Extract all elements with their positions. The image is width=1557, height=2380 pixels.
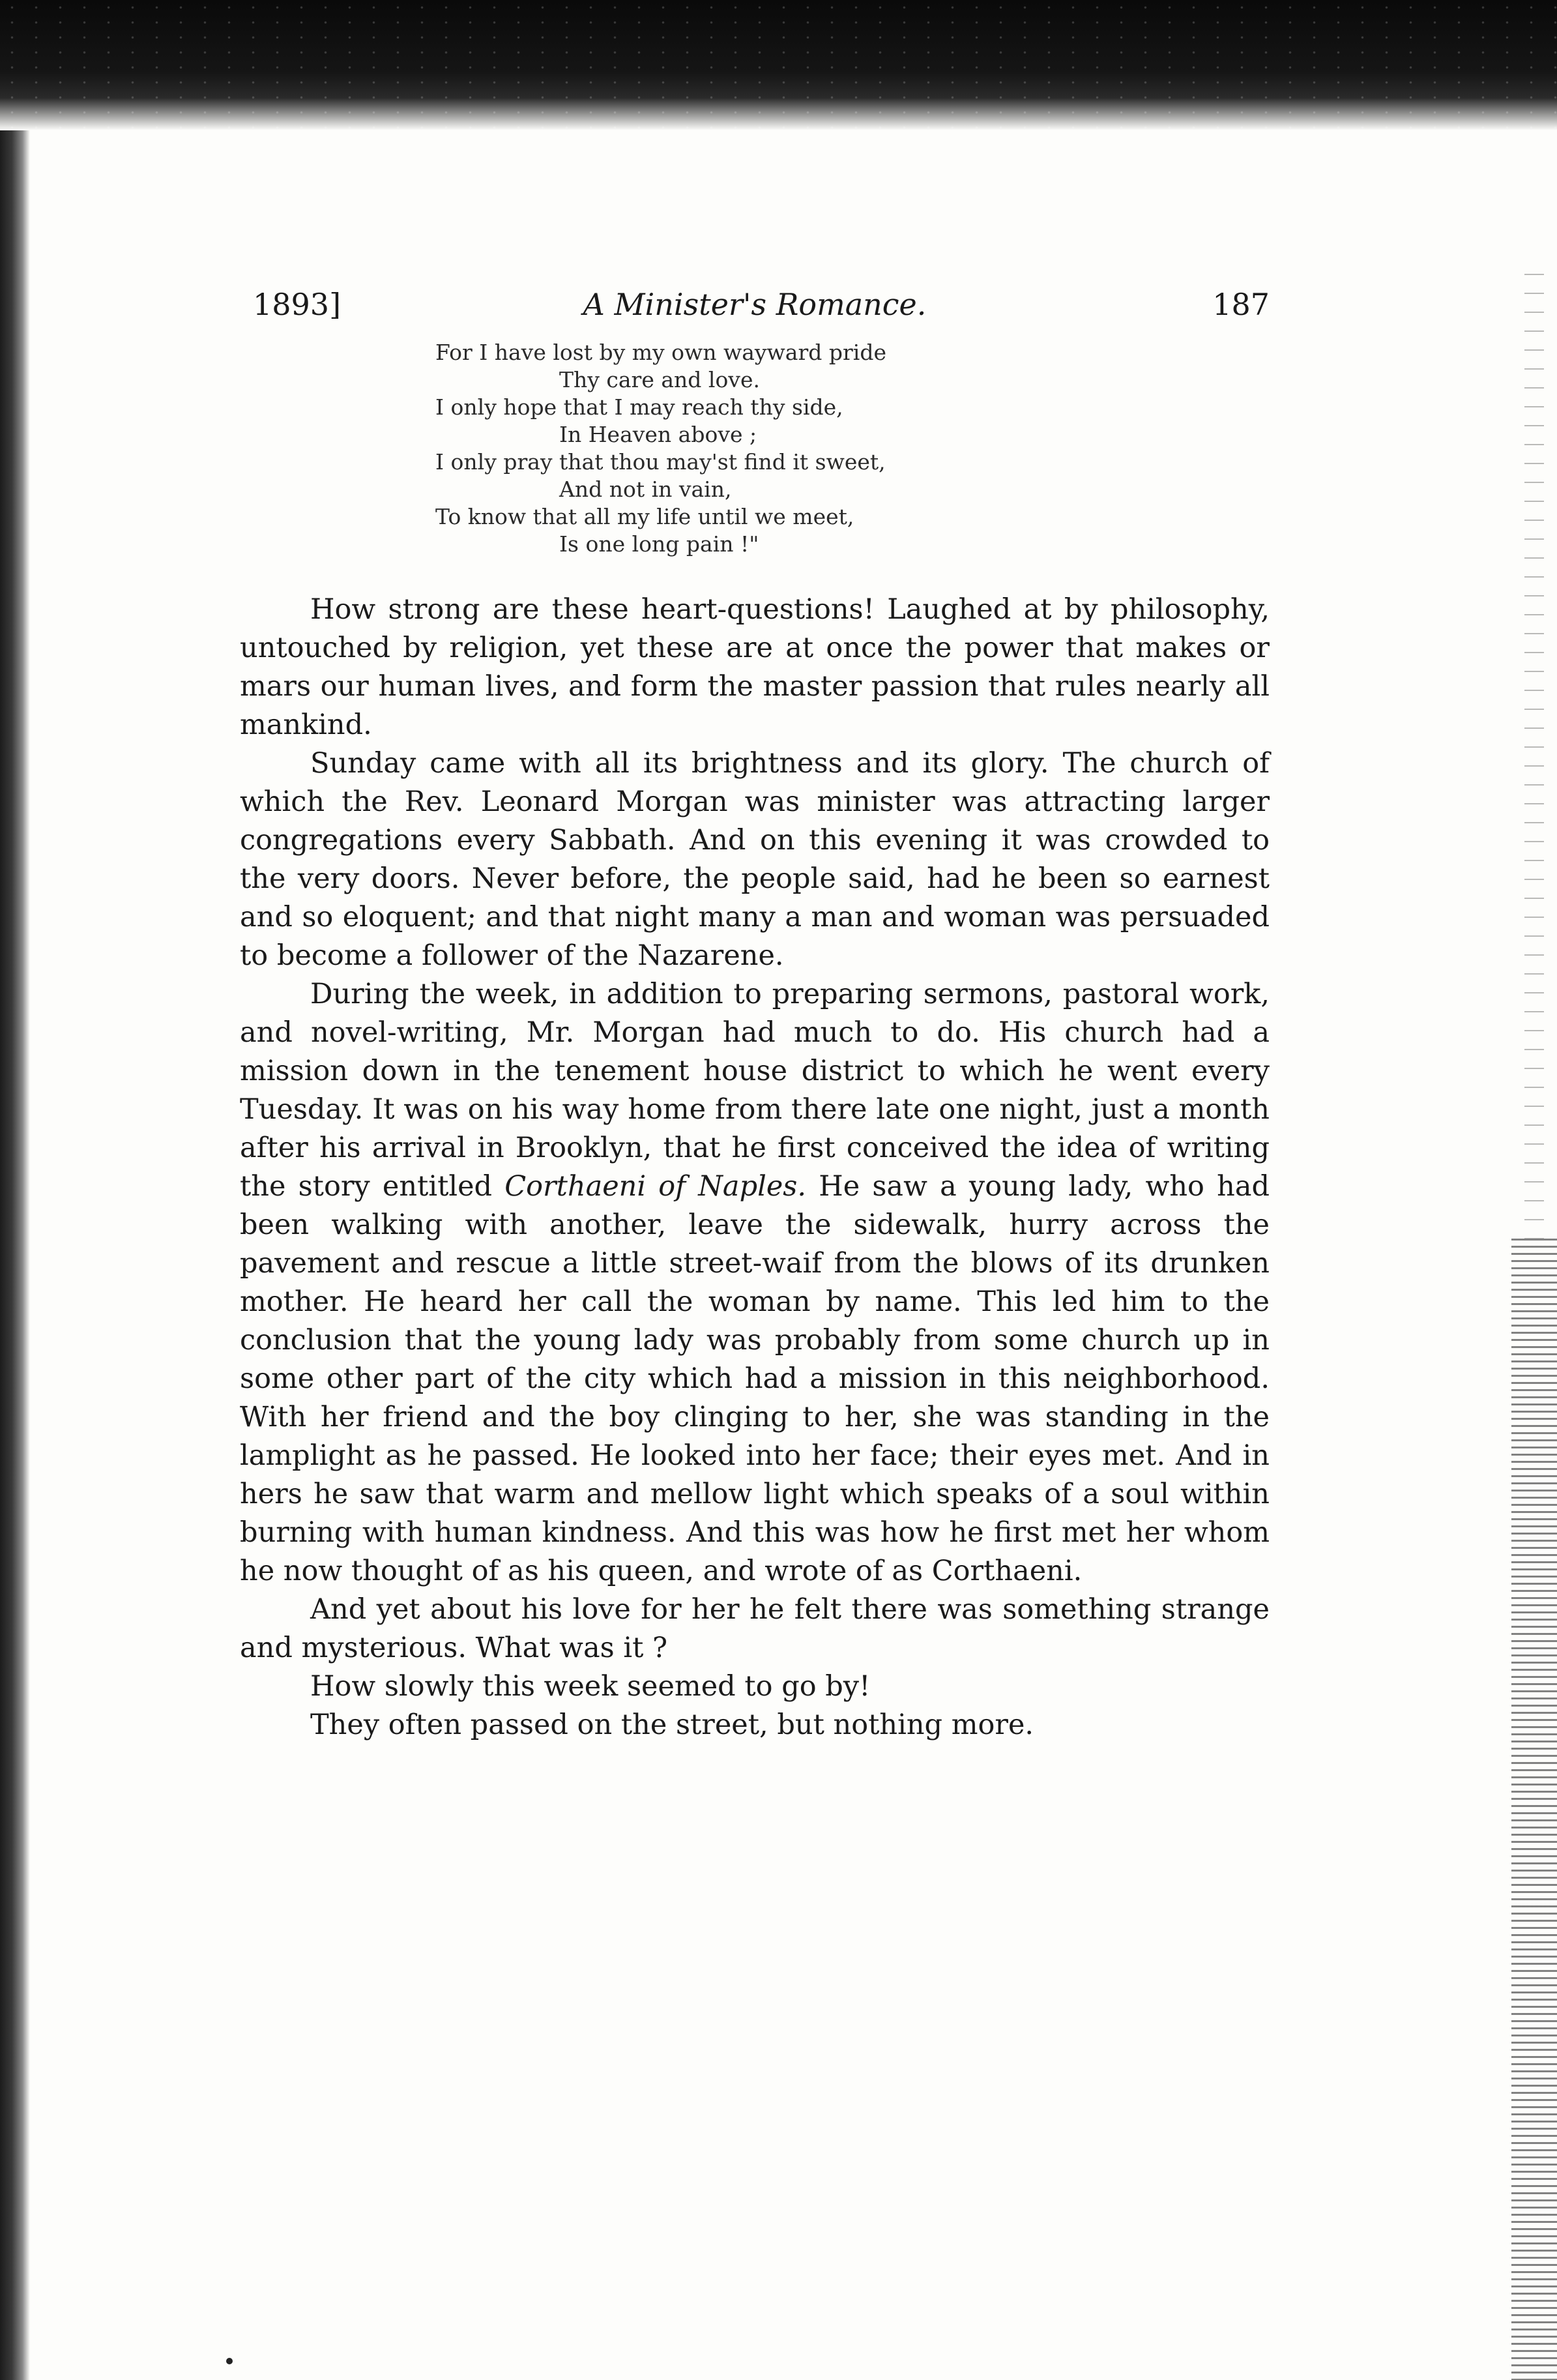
scan-top-border xyxy=(0,0,1557,130)
paragraph-text: He saw a young lady, who had been walking with another, leave the sidewalk, hurry across the pavement and rescue a little street-waif from the blows of its drunken mother. He heard her call the woman by name. This led him to the conclusion that the young lady was probably from some church up in some other part of the city which had a mission in this neighborhood. With her friend and the boy clinging to her, she was standing in the lamplight as he passed. He looked into her face; their eyes met. And in hers he saw that warm and mellow light which speaks of a soul within burning with human kindness. And this was how he first met her whom he now thought of as his queen, and wrote of as Corthaeni. xyxy=(240,1170,1270,1587)
running-head xyxy=(240,274,1270,332)
paragraph-text: During the week, in addition to preparing sermons, pastoral work, and novel-writing, Mr. Morgan had much to do. His church had a mission down in the tenement house district to which he went every Tuesday. It was on his way home from there late one night, just a month after his arrival in Brooklyn, that he first conceived the idea of writing the story entitled xyxy=(240,978,1270,1203)
body-text xyxy=(240,591,1270,1744)
header-title: A Minister's Romance. xyxy=(583,287,927,322)
paragraph-during-the-week xyxy=(240,975,1270,1591)
scan-speck xyxy=(226,2358,233,2364)
paragraph-week-slowly: How slowly this week seemed to go by! xyxy=(310,1670,871,1703)
poem-line: For I have lost by my own wayward pride xyxy=(435,340,886,365)
paragraph-passed-on-street: They often passed on the street, but nothing more. xyxy=(310,1709,1034,1741)
poem-line: I only pray that thou may'st find it sweet, xyxy=(435,449,886,475)
book-page xyxy=(240,274,1270,1744)
scan-left-edge xyxy=(0,130,30,2380)
poem-stanza xyxy=(435,339,1270,558)
story-title: Corthaeni of Naples. xyxy=(504,1170,807,1203)
poem-line: I only hope that I may reach thy side, xyxy=(435,394,843,420)
header-year: 1893] xyxy=(253,287,342,322)
paragraph-sunday: Sunday came with all its brightness and its glory. The church of which the Rev. Leonard Morgan was minister was attracting larger congregations every Sabbath. And on this evening it was crowded to the very doors. Never before, the people said, had he been so earnest and so eloquent; and that night many a man and woman was persuaded to become a follower of the Nazarene. xyxy=(240,747,1270,972)
paragraph-heart-questions: How strong are these heart-questions! Laughed at by philosophy, untouched by religion, yet these are at once the power that makes or mars our human lives, and form the master passion that rules nearly all mankind. xyxy=(240,593,1270,741)
poem-line: To know that all my life until we meet, xyxy=(435,504,854,529)
paragraph-mysterious: And yet about his love for her he felt there was something strange and mysterious. What was it ? xyxy=(240,1593,1270,1664)
scan-right-edge-marks xyxy=(1524,274,1544,1239)
page-number: 187 xyxy=(1212,287,1270,322)
poem-line: In Heaven above ; xyxy=(559,422,757,447)
scan-right-edge-shadow xyxy=(1511,1239,1557,2380)
poem-line: Is one long pain !" xyxy=(559,531,759,557)
poem-line: And not in vain, xyxy=(559,477,732,502)
poem-line: Thy care and love. xyxy=(559,367,760,392)
